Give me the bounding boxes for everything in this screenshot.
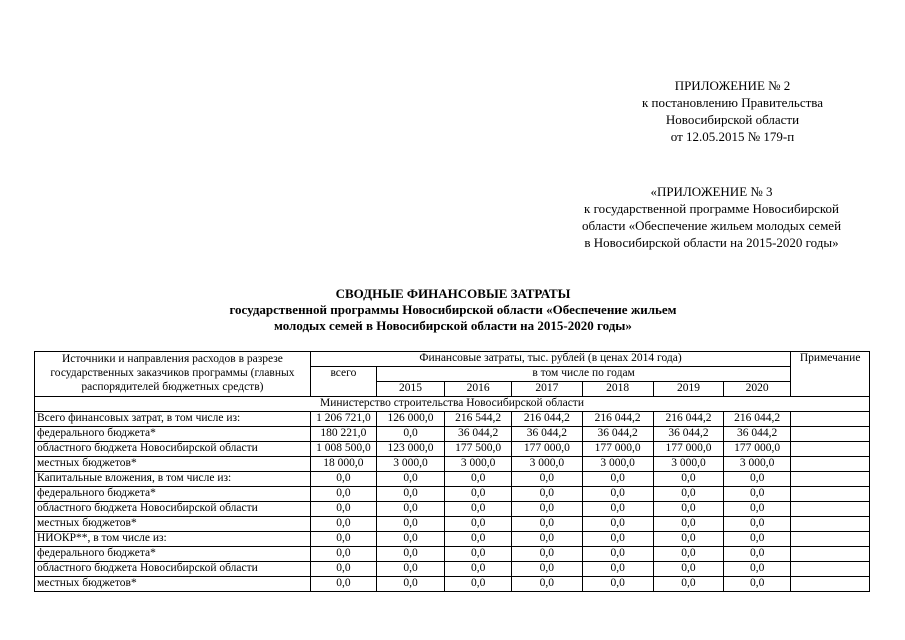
row-year-value: 0,0 [376,487,444,502]
title-line-1: СВОДНЫЕ ФИНАНСОВЫЕ ЗАТРАТЫ [335,286,571,301]
row-year-value: 0,0 [512,577,582,592]
table-row [35,472,870,487]
table-row [35,532,870,547]
row-note [791,502,870,517]
row-year-value: 216 044,2 [653,412,723,427]
row-year-value: 0,0 [724,547,791,562]
row-year-value: 36 044,2 [512,427,582,442]
table-row [35,562,870,577]
row-year-value: 0,0 [724,472,791,487]
table-row [35,502,870,517]
row-year-value: 0,0 [582,502,653,517]
row-year-value: 0,0 [376,577,444,592]
row-year-value: 0,0 [512,472,582,487]
row-total: 1 206 721,0 [310,412,376,427]
row-label: местных бюджетов* [35,457,311,472]
row-year-value: 0,0 [512,547,582,562]
program-attachment-number: «ПРИЛОЖЕНИЕ № 3 [650,184,773,199]
row-note [791,577,870,592]
row-label: Капитальные вложения, в том числе из: [35,472,311,487]
row-year-value: 177 000,0 [512,442,582,457]
row-note [791,487,870,502]
header-year: 2017 [512,382,582,397]
row-year-value: 0,0 [582,472,653,487]
header-note: Примечание [791,352,870,397]
resolution-attachment-ref: к постановлению Правительства [641,95,824,110]
row-total: 0,0 [310,562,376,577]
header-year: 2020 [724,382,791,397]
row-year-value: 0,0 [653,517,723,532]
row-year-value: 0,0 [724,487,791,502]
row-year-value: 0,0 [724,517,791,532]
row-year-value: 0,0 [445,577,512,592]
row-label: областного бюджета Новосибирской области [35,502,311,517]
header-by-year: в том числе по годам [376,367,790,382]
row-note [791,442,870,457]
table-row [35,487,870,502]
row-note [791,517,870,532]
row-year-value: 0,0 [512,532,582,547]
program-attachment-line3: области «Обеспечение жильем молодых семей [581,218,842,233]
header-costs: Финансовые затраты, тыс. рублей (в ценах 2014 года) [310,352,790,367]
row-year-value: 0,0 [653,532,723,547]
row-year-value: 0,0 [582,532,653,547]
row-year-value: 0,0 [582,487,653,502]
table-row [35,442,870,457]
row-year-value: 216 044,2 [582,412,653,427]
table-row [35,517,870,532]
row-year-value: 0,0 [582,562,653,577]
row-label: федерального бюджета* [35,487,311,502]
row-total: 0,0 [310,472,376,487]
row-year-value: 0,0 [653,502,723,517]
row-year-value: 0,0 [582,517,653,532]
row-year-value: 0,0 [376,562,444,577]
row-year-value: 0,0 [653,547,723,562]
row-note [791,472,870,487]
financial-costs-table [34,351,870,592]
row-year-value: 36 044,2 [582,427,653,442]
row-label: областного бюджета Новосибирской области [35,562,311,577]
row-year-value: 3 000,0 [582,457,653,472]
row-year-value: 3 000,0 [445,457,512,472]
row-year-value: 216 544,2 [445,412,512,427]
row-note [791,562,870,577]
row-year-value: 0,0 [445,502,512,517]
row-year-value: 0,0 [376,547,444,562]
row-total: 0,0 [310,517,376,532]
row-year-value: 0,0 [724,532,791,547]
row-total: 0,0 [310,532,376,547]
row-year-value: 177 000,0 [724,442,791,457]
title-line-2: государственной программы Новосибирской области «Обеспечение жильем [229,302,677,317]
row-year-value: 0,0 [512,502,582,517]
row-total: 180 221,0 [310,427,376,442]
row-year-value: 0,0 [582,547,653,562]
program-attachment-line2: к государственной программе Новосибирской [584,201,839,216]
row-year-value: 0,0 [376,517,444,532]
row-note [791,457,870,472]
header-year: 2015 [376,382,444,397]
row-year-value: 0,0 [653,472,723,487]
table-row [35,577,870,592]
program-attachment-block [545,183,878,251]
row-year-value: 216 044,2 [512,412,582,427]
row-year-value: 0,0 [445,532,512,547]
row-label: федерального бюджета* [35,547,311,562]
resolution-attachment-date: от 12.05.2015 № 179-п [670,129,795,144]
document-title [36,286,870,334]
row-year-value: 0,0 [445,562,512,577]
row-total: 0,0 [310,577,376,592]
row-note [791,427,870,442]
row-label: местных бюджетов* [35,517,311,532]
row-year-value: 0,0 [445,517,512,532]
row-year-value: 177 000,0 [653,442,723,457]
row-year-value: 177 000,0 [582,442,653,457]
row-year-value: 123 000,0 [376,442,444,457]
section-ministry: Министерство строительства Новосибирской области [35,397,870,412]
row-year-value: 0,0 [376,502,444,517]
row-label: федерального бюджета* [35,427,311,442]
header-year: 2018 [582,382,653,397]
row-note [791,412,870,427]
row-year-value: 0,0 [445,547,512,562]
row-year-value: 36 044,2 [724,427,791,442]
row-year-value: 0,0 [376,427,444,442]
row-year-value: 177 500,0 [445,442,512,457]
resolution-attachment-number: ПРИЛОЖЕНИЕ № 2 [674,78,791,93]
row-year-value: 0,0 [512,562,582,577]
title-line-3: молодых семей в Новосибирской области на 2015-2020 годы» [274,318,632,333]
resolution-attachment-region: Новосибирской области [665,112,800,127]
row-year-value: 3 000,0 [724,457,791,472]
row-year-value: 0,0 [724,577,791,592]
row-year-value: 0,0 [445,487,512,502]
row-year-value: 0,0 [512,517,582,532]
row-label: Всего финансовых затрат, в том числе из: [35,412,311,427]
row-year-value: 0,0 [653,487,723,502]
row-year-value: 0,0 [724,502,791,517]
row-total: 0,0 [310,487,376,502]
row-total: 18 000,0 [310,457,376,472]
row-note [791,547,870,562]
row-label: областного бюджета Новосибирской области [35,442,311,457]
table-row [35,457,870,472]
section-row [35,397,870,412]
resolution-attachment-block [600,77,865,145]
row-year-value: 3 000,0 [376,457,444,472]
row-total: 0,0 [310,547,376,562]
header-year: 2019 [653,382,723,397]
row-year-value: 216 044,2 [724,412,791,427]
row-year-value: 0,0 [653,562,723,577]
row-year-value: 0,0 [512,487,582,502]
row-label: НИОКР**, в том числе из: [35,532,311,547]
row-note [791,532,870,547]
row-year-value: 0,0 [376,532,444,547]
table-row [35,547,870,562]
row-total: 1 008 500,0 [310,442,376,457]
table-row [35,412,870,427]
table-row [35,427,870,442]
row-year-value: 0,0 [376,472,444,487]
header-year: 2016 [445,382,512,397]
row-year-value: 36 044,2 [653,427,723,442]
row-year-value: 0,0 [724,562,791,577]
row-year-value: 3 000,0 [653,457,723,472]
row-year-value: 0,0 [582,577,653,592]
row-year-value: 126 000,0 [376,412,444,427]
row-year-value: 0,0 [653,577,723,592]
row-year-value: 36 044,2 [445,427,512,442]
row-year-value: 3 000,0 [512,457,582,472]
row-total: 0,0 [310,502,376,517]
program-attachment-line4: в Новосибирской области на 2015-2020 годы» [584,235,839,250]
header-total: всего [310,367,376,397]
header-source: Источники и направления расходов в разрезе государственных заказчиков программы (главных распорядителей бюджетных средств) [35,352,311,397]
row-year-value: 0,0 [445,472,512,487]
header-row-1 [35,352,870,367]
row-label: местных бюджетов* [35,577,311,592]
